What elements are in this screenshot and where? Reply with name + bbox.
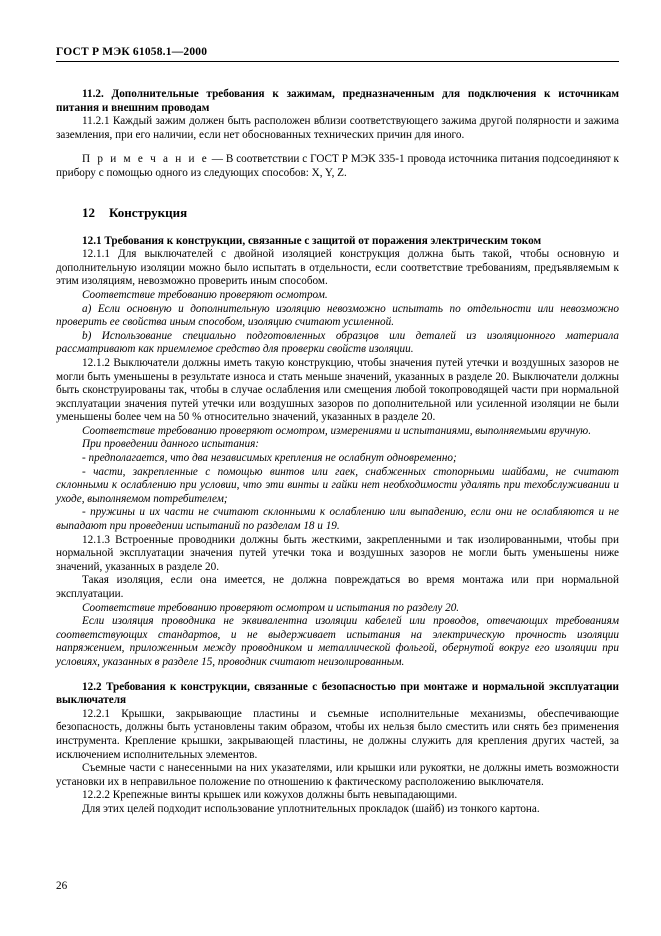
verification-paragraph: b) Использование специально подготовленных образцов или деталей из изоляционного материала рассматривают как приемлемое средство для проверки свойств изоляции. (56, 329, 619, 356)
note-paragraph (56, 153, 619, 180)
body-paragraph: Съемные части с нанесенными на них указателями, или крышки или рукоятки, не должны иметь возможности установки их в неправильное положение по отношению к фактическому расположению выключателя. (56, 762, 619, 788)
note-label: П р и м е ч а н и е (82, 153, 209, 166)
clause-heading: 12.1 Требования к конструкции, связанные с защитой от поражения электрическим током (82, 234, 542, 247)
body-paragraph: 12.2.1 Крышки, закрывающие пластины и съемные исполнительные механизмы, обеспечивающие безопасность, должны быть установлены таким образом, чтобы их нельзя было сместить или снять без применения инструмента. Крепление крышки, закрывающей пластины, не должны служить для крепления других частей, за исключением исполнительных элементов. (56, 707, 619, 761)
section-number: 12 (82, 204, 95, 220)
document-body (56, 88, 619, 817)
body-paragraph: 11.2.1 Каждый зажим должен быть расположен вблизи соответствующего зажима другой полярности и зажима заземления, при его наличии, если нет обоснованных технических причин для иного. (56, 115, 619, 141)
verification-paragraph: - предполагается, что два независимых крепления не ослабнут одновременно; (82, 452, 457, 465)
verification-paragraph: - части, закрепленные с помощью винтов или гаек, снабженных стопорными шайбами, не считают склонными к ослаблению при условии, что эти винты и гайки нет необходимости удалять при техобслуживании и уходе, выполняемом потребителем; (56, 465, 619, 505)
page-header: ГОСТ Р МЭК 61058.1—2000 (56, 46, 619, 62)
verification-paragraph: Соответствие требованию проверяют осмотром, измерениями и испытаниями, выполняемыми вручную. (82, 424, 591, 437)
body-paragraph: 12.1.3 Встроенные проводники должны быть жесткими, закрепленными и так изолированными, чтобы при нормальной эксплуатации значения путей утечки тока и воздушных зазоров не могли быть уменьшены ниже значений, указанных в разделе 20. (56, 533, 619, 573)
body-paragraph: Такая изоляция, если она имеется, не должна повреждаться во время монтажа или при нормальной эксплуатации. (56, 574, 619, 600)
clause-heading: 12.2 Требования к конструкции, связанные с безопасностью при монтаже и нормальной эксплуатации выключателя (56, 680, 619, 707)
verification-paragraph: a) Если основную и дополнительную изоляцию невозможно испытать по отдельности или невозможно проверить ее свойства иным способом, изоляцию считают усиленной. (56, 302, 619, 329)
page-number: 26 (56, 880, 68, 892)
section-title-text: Конструкция (109, 204, 188, 220)
verification-paragraph: Соответствие требованию проверяют осмотром. (82, 288, 328, 301)
verification-paragraph: Если изоляция проводника не эквивалентна изоляции кабелей или проводов, отвечающих требованиям соответствующих стандартов, и не выдерживает испытания на электрическую прочность изоляции напряжением, приложенным между проводником и металлической фольгой, обернутой вокруг его изоляции при условиях, указанных в разделе 15, проводник считают неизолированным. (56, 615, 619, 668)
note-text: — В соответствии с ГОСТ Р МЭК 335-1 провода источника питания подсоединяют к прибору с помощью одного из следующих способов: X, Y, Z. (56, 153, 619, 179)
verification-paragraph: - пружины и их части не считают склонными к ослаблению или выпадению, если они не ослабляются и не выпадают при проведении испытаний по разделам 18 и 19. (56, 506, 619, 533)
body-paragraph: 12.1.1 Для выключателей с двойной изоляцией конструкция должна быть такой, чтобы основную и дополнительную изоляции можно было испытать в отдельности, если соответствие требованиям, предъявляемым к этим изоляциям, невозможно проверить иным способом. (56, 248, 619, 288)
body-paragraph: 12.2.2 Крепежные винты крышек или кожухов должны быть невыпадающими. (82, 789, 458, 802)
verification-paragraph: Соответствие требованию проверяют осмотром и испытания по разделу 20. (82, 601, 460, 614)
body-paragraph: 12.1.2 Выключатели должны иметь такую конструкцию, чтобы значения путей утечки и воздушных зазоров не могли быть уменьшены в результате износа и стать меньше значений, указанных в разделе 20. Выключатели должны быть сконструированы так, чтобы в случае ослабления или смещения любой токопроводящей части при нормальной эксплуатации значения путей утечки или воздушных зазоров по дополнительной или усиленной изоляции не были уменьшены более чем на 50 % относительно значений, указанных в разделе 20. (56, 356, 619, 424)
verification-paragraph: При проведении данного испытания: (82, 438, 259, 451)
clause-heading: 11.2. Дополнительные требования к зажимам, предназначенным для подключения к источникам питания и внешним проводам (56, 88, 619, 114)
section-heading (56, 205, 619, 221)
body-paragraph: Для этих целей подходит использование уплотнительных прокладок (шайб) из тонкого картона. (82, 802, 540, 815)
